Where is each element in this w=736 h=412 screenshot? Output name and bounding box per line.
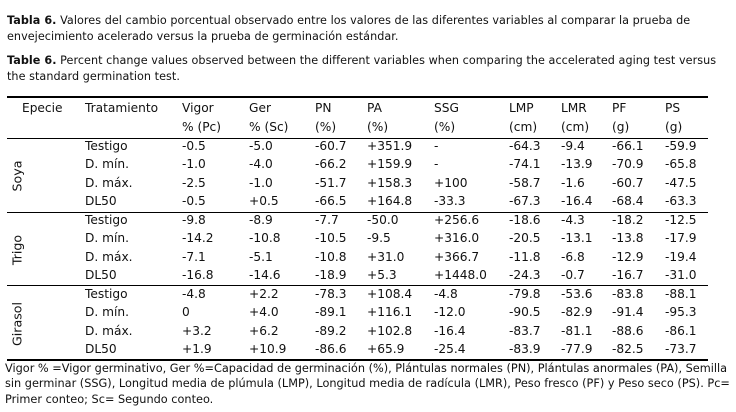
table-cell: +10.9 [249,342,287,357]
table-cell: -89.2 [315,323,347,338]
table-cell: -13.8 [612,231,644,246]
table-cell: -90.5 [509,305,541,320]
table-cell: -16.8 [182,268,214,283]
table-cell: -64.3 [509,139,541,153]
table-cell: -5.1 [249,249,273,264]
table-cell: -10.8 [249,231,281,246]
table-cell: -66.1 [612,139,644,153]
table-cell: -53.6 [561,287,593,301]
column-header: Ger [249,101,271,115]
table-cell: -4.3 [561,213,585,227]
column-header: (g) [612,120,630,134]
treatment-cell: Testigo [85,213,128,227]
table-cell: +102.8 [367,323,413,338]
column-header: PS [665,101,681,115]
table-cell: -82.9 [561,305,593,320]
treatment-cell: D. máx. [85,249,133,264]
table-cell: -59.9 [665,139,697,153]
table-cell: -86.6 [315,342,347,357]
column-header: Tratamiento [85,101,159,115]
table-cell: +351.9 [367,139,413,153]
table-cell: -4.8 [182,287,206,301]
table-cell: -47.5 [665,175,697,190]
table-cell: -0.5 [182,139,206,153]
caption-spanish-text: Valores del cambio porcentual observado entre los valores de las diferentes variables al comparar la prueba de envejecimiento acelerado versus la prueba de germinación estándar. [7,14,691,43]
table-cell: -2.5 [182,175,206,190]
table-cell: -33.3 [434,194,466,209]
table-cell: -13.1 [561,231,593,246]
table-cell: -60.7 [315,139,347,153]
column-header: (cm) [509,120,538,134]
column-header: % (Sc) [249,120,289,134]
table-cell: -16.7 [612,268,644,283]
table-cell: +31.0 [367,249,405,264]
table-cell: -13.9 [561,157,593,172]
species-label: Soya [9,160,25,192]
table-cell: -18.2 [612,213,644,227]
table-cell: -51.7 [315,175,347,190]
table-cell: -81.1 [561,323,593,338]
table-cell: -78.3 [315,287,347,301]
table-cell: +1.9 [182,342,212,357]
table-cell: -67.3 [509,194,541,209]
table-cell: +2.2 [249,287,279,301]
table-cell: -9.4 [561,139,585,153]
treatment-cell: Testigo [85,139,128,153]
table-cell: +116.1 [367,305,413,320]
treatment-cell: D. mín. [85,157,129,172]
column-header: LMP [509,101,534,115]
column-header: Epecie [22,101,63,115]
treatment-cell: Testigo [85,287,128,301]
table-cell: -5.0 [249,139,273,153]
table-cell: -17.9 [665,231,697,246]
table-cell: -65.8 [665,157,697,172]
column-header: (%) [315,120,337,134]
table-cell: -6.8 [561,249,585,264]
table-cell: +100 [434,175,468,190]
table-cell: -58.7 [509,175,541,190]
table-cell: -7.7 [315,213,339,227]
table-cell: -16.4 [434,323,466,338]
table-cell: -24.3 [509,268,541,283]
table-cell: -68.4 [612,194,644,209]
column-header: % (Pc) [182,120,222,134]
table-cell: -11.8 [509,249,541,264]
treatment-cell: DL50 [85,342,117,357]
column-header: PN [315,101,332,115]
table-cell: +1448.0 [434,268,487,283]
table-cell: -83.8 [612,287,644,301]
table-cell: -86.1 [665,323,697,338]
table-cell: +316.0 [434,231,480,246]
table-cell: +6.2 [249,323,279,338]
table-cell: +108.4 [367,287,413,301]
table-cell: -77.9 [561,342,593,357]
treatment-cell: DL50 [85,268,117,283]
caption-english-label: Table 6. [7,54,57,67]
treatment-cell: DL50 [85,194,117,209]
table-cell: -18.9 [315,268,347,283]
table-cell: +4.0 [249,305,279,320]
treatment-cell: D. máx. [85,323,133,338]
table-cell: -0.7 [561,268,585,283]
table-cell: -82.5 [612,342,644,357]
table-cell: -12.0 [434,305,466,320]
table-cell: 0 [182,305,190,320]
table-cell: -91.4 [612,305,644,320]
table-cell: -63.3 [665,194,697,209]
species-label: Trigo [9,234,25,265]
table-cell: +159.9 [367,157,413,172]
table-cell: +0.5 [249,194,279,209]
table-cell: +256.6 [434,213,480,227]
table-cell: -88.6 [612,323,644,338]
table-cell: - [434,139,439,153]
column-header: LMR [561,101,587,115]
table-cell: -31.0 [665,268,697,283]
table-cell: -73.7 [665,342,697,357]
table-cell: -8.9 [249,213,273,227]
table-cell: +65.9 [367,342,405,357]
table-cell: +3.2 [182,323,212,338]
table-cell: -12.9 [612,249,644,264]
table-cell: -1.6 [561,175,585,190]
table-cell: -79.8 [509,287,541,301]
table-cell: -1.0 [182,157,206,172]
column-header: (g) [665,120,683,134]
table-cell: -18.6 [509,213,541,227]
table-cell: -83.9 [509,342,541,357]
table-cell: -0.5 [182,194,206,209]
caption-spanish-label: Tabla 6. [7,14,57,27]
table-cell: -83.7 [509,323,541,338]
table-cell: -14.2 [182,231,214,246]
table-footnote: Vigor % =Vigor germinativo, Ger %=Capacidad de germinación (%), Plántulas normales (PN), Plántulas anormales (PA), Semilla sin germinar (SSG), Longitud media de plúmula (LMP), Longitud media de radícula (LMR), Peso fresco (PF) y Peso seco (PS). Pc= Primer conteo; Sc= Segundo conteo. [5,362,730,406]
table-cell: +158.3 [367,175,413,190]
table-cell: -89.1 [315,305,347,320]
table-cell: -4.8 [434,287,458,301]
column-header: Vigor [182,101,214,115]
table-cell: -7.1 [182,249,206,264]
table-cell: -25.4 [434,342,466,357]
treatment-cell: D. mín. [85,305,129,320]
table-cell: -10.5 [315,231,347,246]
table-cell: -74.1 [509,157,541,172]
table-cell: -95.3 [665,305,697,320]
table-cell: -66.5 [315,194,347,209]
table-cell: -16.4 [561,194,593,209]
table-cell: -66.2 [315,157,347,172]
table-cell: -4.0 [249,157,273,172]
table-cell: +164.8 [367,194,413,209]
table-cell: -12.5 [665,213,697,227]
table-cell: -70.9 [612,157,644,172]
column-header: (%) [434,120,456,134]
treatment-cell: D. máx. [85,175,133,190]
table-cell: -88.1 [665,287,697,301]
column-header: SSG [434,101,459,115]
table-cell: -20.5 [509,231,541,246]
table-cell: -9.5 [367,231,391,246]
table-cell: -9.8 [182,213,206,227]
table-cell: -1.0 [249,175,273,190]
column-header: (%) [367,120,389,134]
table-cell: - [434,157,439,172]
column-header: PA [367,101,382,115]
table-cell: -10.8 [315,249,347,264]
table-cell: -60.7 [612,175,644,190]
treatment-cell: D. mín. [85,231,129,246]
table-cell: -50.0 [367,213,399,227]
table-cell: -19.4 [665,249,697,264]
column-header: (cm) [561,120,590,134]
table-cell: +5.3 [367,268,397,283]
caption-english-text: Percent change values observed between the different variables when comparing the accelerated aging test versus the standard germination test. [7,54,717,83]
column-header: PF [612,101,627,115]
species-label: Girasol [9,301,25,346]
table-cell: +366.7 [434,249,480,264]
table-cell: -14.6 [249,268,281,283]
